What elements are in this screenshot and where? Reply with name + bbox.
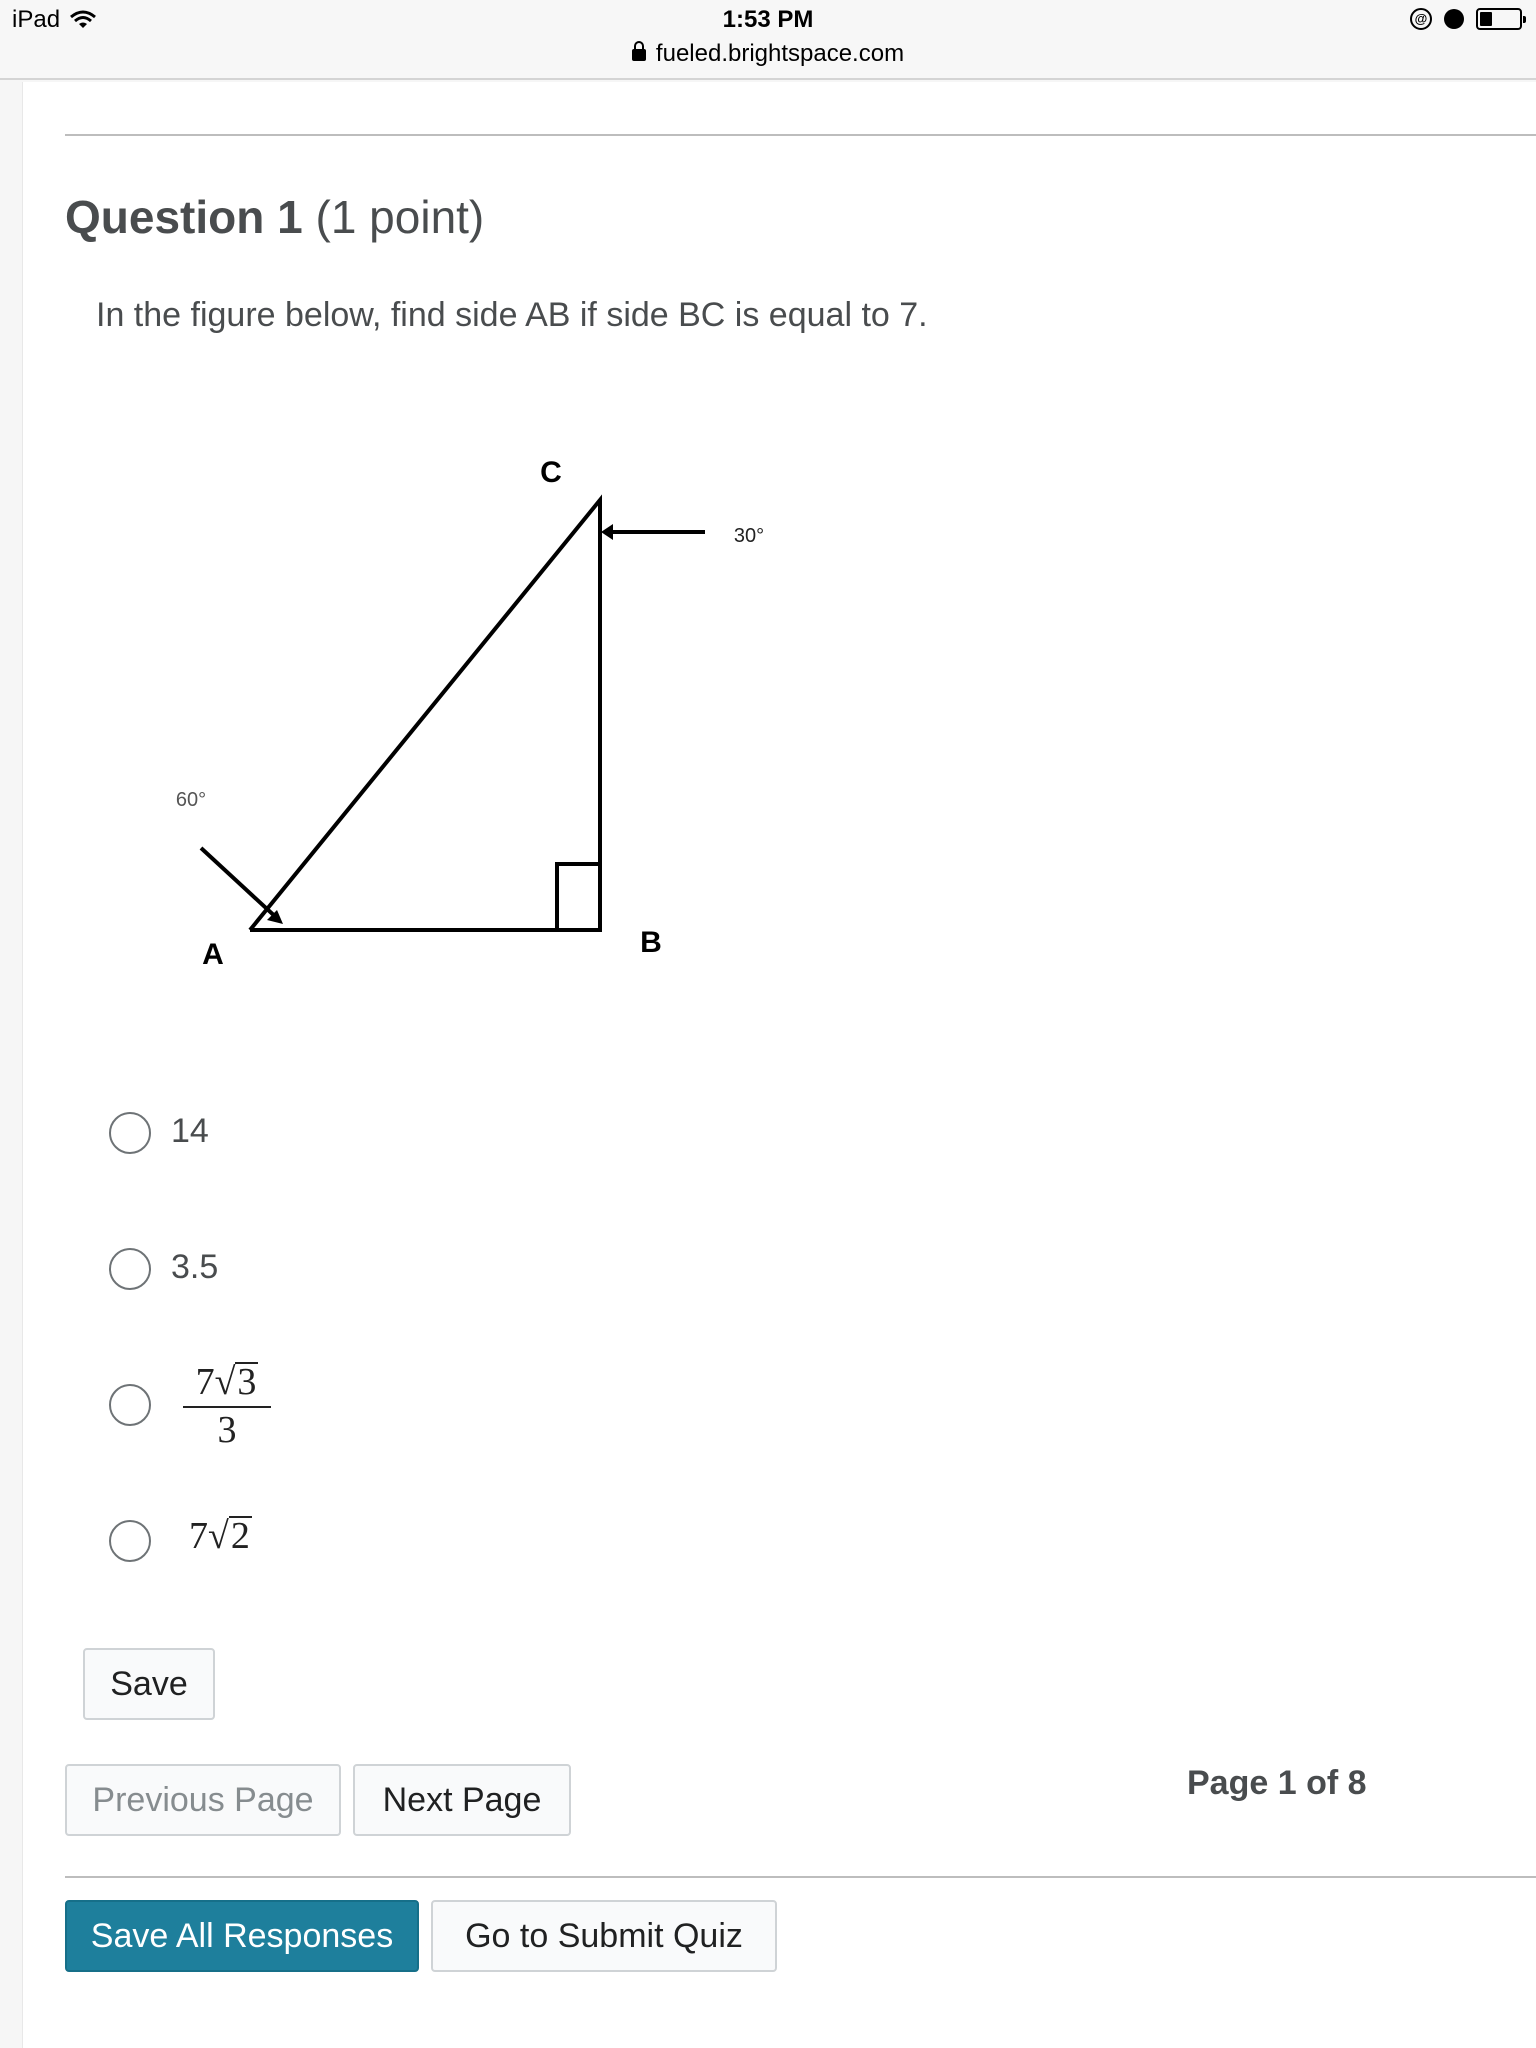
save-all-responses-button[interactable]: Save All Responses xyxy=(65,1900,419,1972)
option-math-radical xyxy=(189,1514,252,1558)
orientation-lock-icon: @ xyxy=(1410,8,1432,30)
angle-c-arrowhead xyxy=(601,524,613,540)
label-b: B xyxy=(640,926,662,959)
address-bar[interactable] xyxy=(0,40,1536,68)
label-a: A xyxy=(202,938,224,971)
option-label: 14 xyxy=(171,1112,209,1150)
triangle-diagram xyxy=(113,340,813,1040)
top-divider xyxy=(65,134,1536,136)
label-c: C xyxy=(540,456,562,489)
save-button[interactable]: Save xyxy=(83,1648,215,1720)
device-name: iPad xyxy=(12,6,61,33)
question-number: Question 1 xyxy=(65,191,303,243)
radio-button[interactable] xyxy=(109,1248,151,1290)
status-time: 1:53 PM xyxy=(722,6,814,33)
question-title xyxy=(65,190,484,244)
fraction-coef: 7 xyxy=(195,1361,215,1403)
angle-a-arrow xyxy=(201,848,279,920)
angle-a-label: 60° xyxy=(175,789,207,811)
lock-icon xyxy=(632,49,646,61)
fraction-radicand: 3 xyxy=(237,1361,257,1403)
quiz-page xyxy=(22,82,1536,2048)
option-label: 3.5 xyxy=(171,1248,219,1286)
radio-button[interactable] xyxy=(109,1112,151,1154)
next-page-button[interactable]: Next Page xyxy=(353,1764,571,1836)
radio-button[interactable] xyxy=(109,1520,151,1562)
question-prompt: In the figure below, find side AB if side BC is equal to 7. xyxy=(96,296,928,334)
angle-c-label: 30° xyxy=(733,525,765,547)
question-points: (1 point) xyxy=(315,191,485,243)
battery-icon xyxy=(1476,8,1522,30)
bottom-divider xyxy=(65,1876,1536,1878)
url-text: fueled.brightspace.com xyxy=(655,40,905,67)
triangle-edges xyxy=(250,500,600,930)
fraction-denominator: 3 xyxy=(217,1409,237,1451)
alarm-icon xyxy=(1444,9,1464,29)
sqrt-symbol: √ xyxy=(208,1515,229,1557)
go-to-submit-quiz-button[interactable]: Go to Submit Quiz xyxy=(431,1900,777,1972)
radio-button[interactable] xyxy=(109,1384,151,1426)
page-indicator: Page 1 of 8 xyxy=(1187,1764,1367,1802)
triangle-figure xyxy=(113,340,813,1040)
right-angle-marker xyxy=(557,864,600,930)
radical-coef: 7 xyxy=(189,1515,208,1557)
radical-radicand: 2 xyxy=(230,1515,250,1557)
option-math-fraction xyxy=(183,1360,271,1450)
sqrt-symbol: √ xyxy=(214,1361,236,1403)
ios-status-bar xyxy=(0,0,1536,80)
status-icons xyxy=(1410,8,1522,30)
previous-page-button[interactable]: Previous Page xyxy=(65,1764,341,1836)
